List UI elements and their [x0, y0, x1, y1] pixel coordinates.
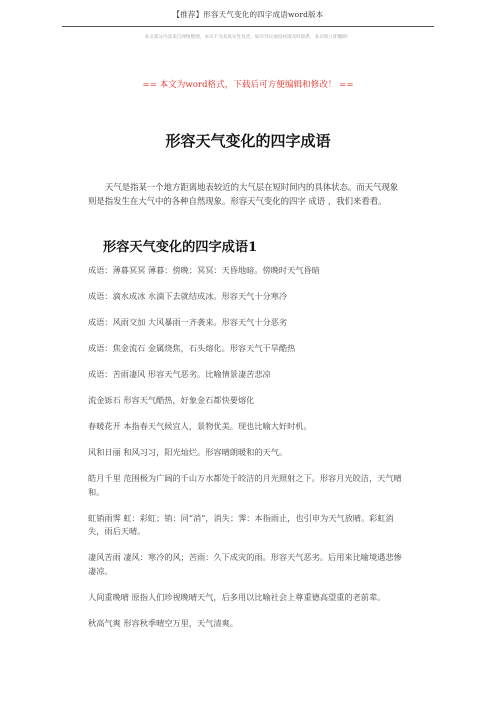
idiom-entry: 成语：滴水成冰 水滴下去就结成冰。形容天气十分寒冷: [88, 291, 288, 301]
idiom-entry: 春暖花开 本指春天气候宜人，景物优美。现也比喻大好时机。: [88, 421, 312, 431]
idiom-entry: 成语：苦雨凄风 形容天气恶劣。比喻情景凄苦悲凉: [88, 369, 271, 379]
word-format-notice: == 本文为word格式，下载后可方便编辑和修改！ ==: [142, 80, 354, 90]
idiom-entry: 皓月千里 范围极为广阔的千山万水都处于皎洁的月光照射之下。形容月光皎洁，天气晴和。: [88, 473, 402, 497]
idiom-entry: 流金铄石 形容天气酷热，好象金石都快要熔化: [88, 395, 255, 405]
intro-paragraph: 天气是指某一个地方距离地表较近的大气层在短时间内的具体状态。而天气现象则是指发生在大气中的各种自然现象。形容天气变化的四字 成语 ，我们来看看。: [88, 182, 399, 206]
idiom-entry: 成语：风雨交加 大风暴雨一齐袭来。形容天气十分恶劣: [88, 317, 288, 327]
idiom-entry: 人间重晚晴 原指人们珍视晚晴天气，后多用以比喻社会上尊重德高望重的老前辈。: [88, 591, 386, 602]
idiom-entry: 风和日丽 和风习习，阳光灿烂。形容晴朗暖和的天气。: [88, 447, 288, 457]
document-title: 形容天气变化的四字成语: [165, 132, 331, 150]
idiom-list: [88, 264, 404, 643]
idiom-entry: 成语：薄暮冥冥 薄暮：傍晚；冥冥：天昏地暗。傍晚时天气昏暗: [88, 265, 320, 275]
section-heading: 形容天气变化的四字成语1: [103, 240, 258, 255]
idiom-entry: 秋高气爽 形容秋季晴空万里，天气清爽。: [88, 617, 238, 628]
header-divider: [62, 26, 434, 27]
header-title: 【推荐】形容天气变化的四字成语word版本: [172, 10, 324, 19]
disclaimer-text: 本文部分内容来自网络整理，本司不为其真实性负责，如有异议或侵权请及时联系，本司将立即删除！: [144, 35, 352, 40]
idiom-entry: 凄风苦雨 凄风：寒冷的风；苦雨：久下成灾的雨。形容天气恶劣。后用来比喻境遇悲惨凄凉。: [88, 552, 402, 576]
idiom-entry: 成语：焦金流石 金属烧焦，石头熔化。形容天气干旱酷热: [88, 343, 296, 353]
idiom-entry: 虹销雨霁 虹：彩虹；销：同“消”，消失；霁：本指雨止，也引申为天气放晴。彩虹消失，雨后天晴。: [88, 512, 394, 536]
